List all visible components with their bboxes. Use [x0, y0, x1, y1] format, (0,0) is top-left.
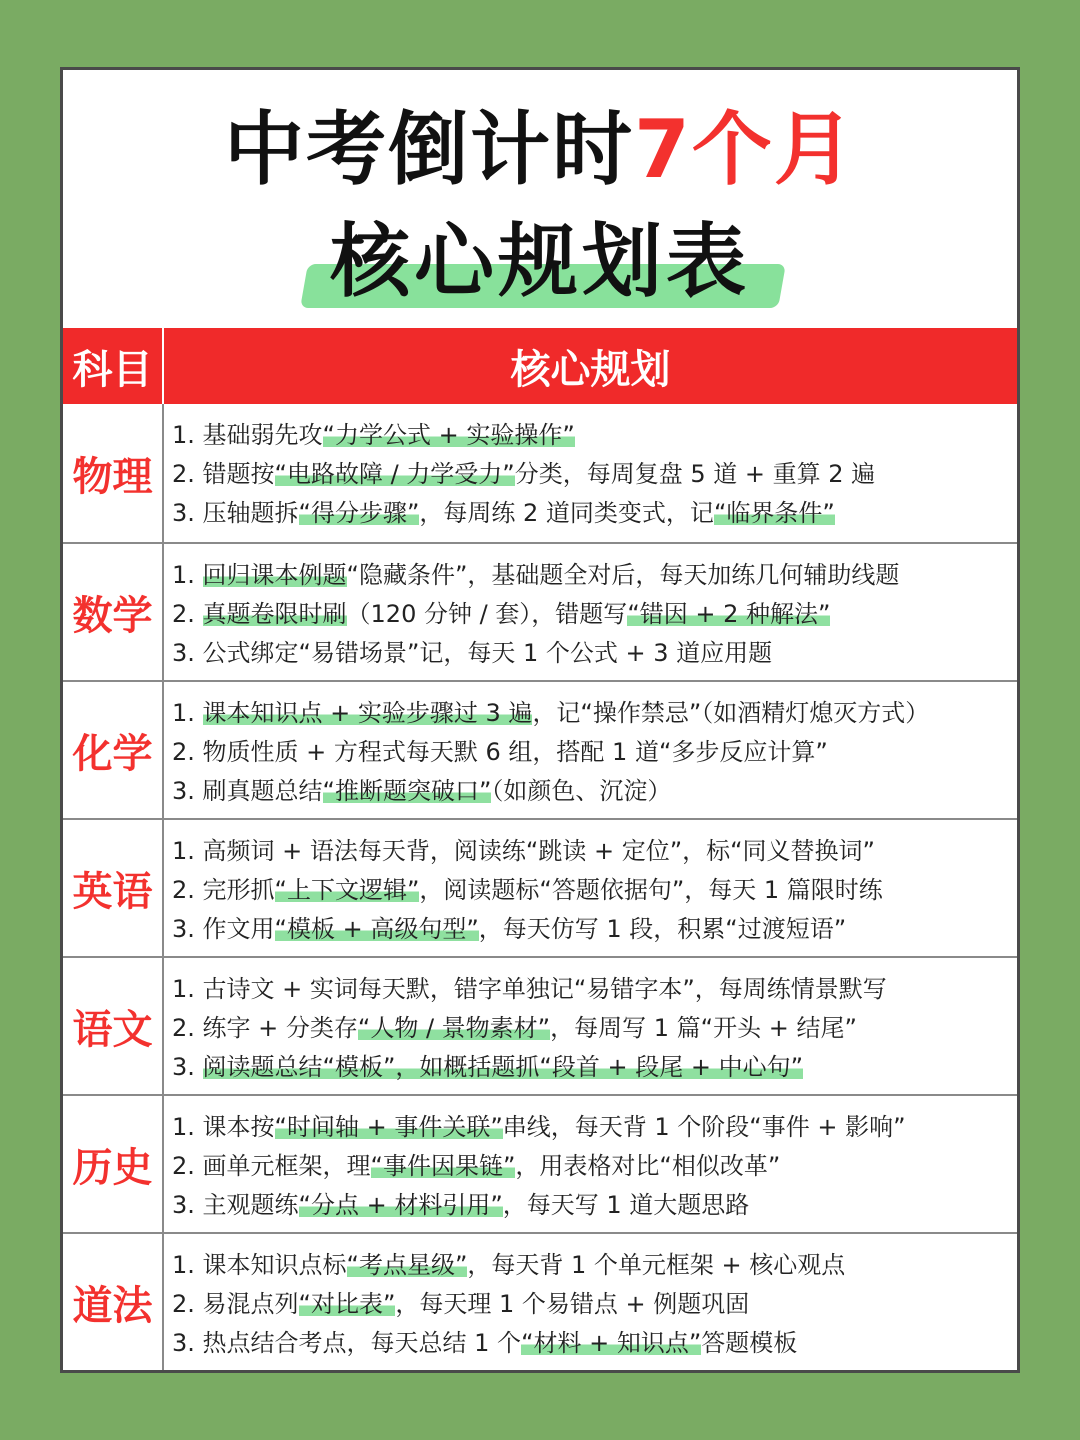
table-header: [63, 328, 1017, 404]
plan-item: [172, 871, 1017, 910]
plan-item: [172, 494, 1017, 533]
plan-item: [172, 772, 1017, 811]
subject-label: 化学: [63, 682, 164, 818]
highlighted-text: “事件因果链”: [370, 1152, 516, 1180]
plan-text: ，每天写 1 道大题思路: [502, 1191, 750, 1219]
plan-item: [172, 455, 1017, 494]
highlighted-text: 阅读题总结“模板”，如概括题抓“段首 + 段尾 + 中心句”: [202, 1053, 803, 1081]
plan-text: ，每天背 1 个单元框架 + 核心观点: [467, 1251, 846, 1279]
plan-item: [172, 1147, 1017, 1186]
table-body: [63, 404, 1017, 1370]
plan-text: ，阅读题标“答题依据句”，每天 1 篇限时练: [419, 876, 883, 904]
plan-text: ，记“操作禁忌”（如酒精灯熄灭方式）: [532, 699, 930, 727]
highlighted-text: “时间轴 + 事件关联”: [274, 1113, 503, 1141]
plan-item: [172, 1246, 1017, 1285]
plan-text: 1. 课本知识点标: [172, 1251, 347, 1279]
title-line-2: [312, 214, 768, 310]
plan-item: [172, 1324, 1017, 1363]
plan-text: 2. 画单元框架，理: [172, 1152, 371, 1180]
plan-text: 1.: [172, 699, 203, 727]
subject-label: 英语: [63, 820, 164, 956]
table-row: [63, 542, 1017, 680]
highlighted-text: “得分步骤”: [298, 499, 420, 527]
plan-text: 2. 完形抓: [172, 876, 275, 904]
plan-text: 1. 古诗文 + 实词每天默，错字单独记“易错字本”，每周练情景默写: [172, 975, 887, 1003]
plan-text: 答题模板: [701, 1329, 798, 1357]
subject-label: 数学: [63, 544, 164, 680]
plan-text: 3. 主观题练: [172, 1191, 299, 1219]
plan-text: ，每天仿写 1 段，积累“过渡短语”: [478, 915, 847, 943]
plan-item: [172, 910, 1017, 949]
plan-text: 3.: [172, 1053, 203, 1081]
subject-label: 历史: [63, 1096, 164, 1232]
plan-text: 串线，每天背 1 个阶段“事件 + 影响”: [502, 1113, 906, 1141]
subject-label: 物理: [63, 404, 164, 542]
plan-text: 1. 高频词 + 语法每天背，阅读练“跳读 + 定位”，标“同义替换词”: [172, 837, 875, 865]
plan-item: [172, 733, 1017, 772]
plan-text: 3. 热点结合考点，每天总结 1 个: [172, 1329, 522, 1357]
plan-item: [172, 634, 1017, 673]
subject-label: 道法: [63, 1234, 164, 1370]
plan-items: [164, 404, 1017, 542]
title-highlight: 7个月: [634, 103, 856, 196]
table-row: [63, 1094, 1017, 1232]
highlighted-text: “电路故障 / 力学受力”: [274, 460, 515, 488]
plan-item: [172, 1108, 1017, 1147]
plan-text: 2. 物质性质 + 方程式每天默 6 组，搭配 1 道“多步反应计算”: [172, 738, 828, 766]
highlighted-text: “人物 / 景物素材”: [357, 1014, 551, 1042]
table-row: [63, 956, 1017, 1094]
header-plan: 核心规划: [510, 346, 671, 393]
plan-text: 1. 基础弱先攻: [172, 421, 323, 449]
plan-text: 3. 公式绑定“易错场景”记，每天 1 个公式 + 3 道应用题: [172, 639, 773, 667]
plan-items: [164, 1234, 1017, 1370]
highlighted-text: “材料 + 知识点”: [521, 1329, 702, 1357]
highlighted-text: 回归课本例题: [202, 561, 347, 589]
plan-text: ，每周练 2 道同类变式，记: [419, 499, 714, 527]
subject-label: 语文: [63, 958, 164, 1094]
plan-text: 2.: [172, 600, 203, 628]
plan-item: [172, 1186, 1017, 1225]
highlighted-text: “分点 + 材料引用”: [298, 1191, 503, 1219]
plan-items: [164, 820, 1017, 956]
highlighted-text: “模板 + 高级句型”: [274, 915, 479, 943]
plan-text: 1.: [172, 561, 203, 589]
plan-text: ，每周写 1 篇“开头 + 结尾”: [550, 1014, 857, 1042]
plan-item: [172, 1048, 1017, 1087]
plan-text: ，用表格对比“相似改革”: [515, 1152, 781, 1180]
highlighted-text: “上下文逻辑”: [274, 876, 420, 904]
plan-item: [172, 416, 1017, 455]
highlighted-text: 课本知识点 + 实验步骤过 3 遍: [202, 699, 533, 727]
plan-text: 1. 课本按: [172, 1113, 275, 1141]
plan-item: [172, 1285, 1017, 1324]
highlighted-text: “临界条件”: [713, 499, 835, 527]
plan-text: （如颜色、沉淀）: [491, 777, 672, 805]
plan-item: [172, 556, 1017, 595]
highlighted-text: 真题卷限时刷: [202, 600, 347, 628]
plan-text: 2. 易混点列: [172, 1290, 299, 1318]
plan-text: 3. 作文用: [172, 915, 275, 943]
title-line-1: [63, 102, 1017, 198]
table-row: [63, 1232, 1017, 1370]
plan-card: [60, 67, 1020, 1373]
plan-item: [172, 832, 1017, 871]
plan-text: 2. 练字 + 分类存: [172, 1014, 358, 1042]
table-row: [63, 680, 1017, 818]
title-main: 中考倒计时: [224, 103, 635, 196]
plan-items: [164, 544, 1017, 680]
plan-text: （120 分钟 / 套），错题写: [346, 600, 628, 628]
plan-item: [172, 970, 1017, 1009]
title-line-2-text: 核心规划表: [330, 215, 750, 308]
header-subject: 科目: [63, 328, 164, 404]
plan-item: [172, 1009, 1017, 1048]
plan-item: [172, 694, 1017, 733]
plan-text: “隐藏条件”，基础题全对后，每天加练几何辅助线题: [346, 561, 900, 589]
highlighted-text: “推断题突破口”: [322, 777, 492, 805]
plan-text: 2. 错题按: [172, 460, 275, 488]
plan-items: [164, 958, 1017, 1094]
plan-item: [172, 595, 1017, 634]
header: [63, 70, 1017, 328]
table-row: [63, 404, 1017, 542]
highlighted-text: “力学公式 + 实验操作”: [322, 421, 575, 449]
plan-table: [63, 328, 1017, 1370]
plan-text: ，每天理 1 个易错点 + 例题巩固: [395, 1290, 750, 1318]
highlighted-text: “对比表”: [298, 1290, 396, 1318]
plan-text: 3. 压轴题拆: [172, 499, 299, 527]
plan-text: 分类，每周复盘 5 道 + 重算 2 遍: [514, 460, 876, 488]
table-row: [63, 818, 1017, 956]
highlighted-text: “考点星级”: [346, 1251, 468, 1279]
plan-items: [164, 682, 1017, 818]
plan-items: [164, 1096, 1017, 1232]
highlighted-text: “错因 + 2 种解法”: [627, 600, 831, 628]
plan-text: 3. 刷真题总结: [172, 777, 323, 805]
